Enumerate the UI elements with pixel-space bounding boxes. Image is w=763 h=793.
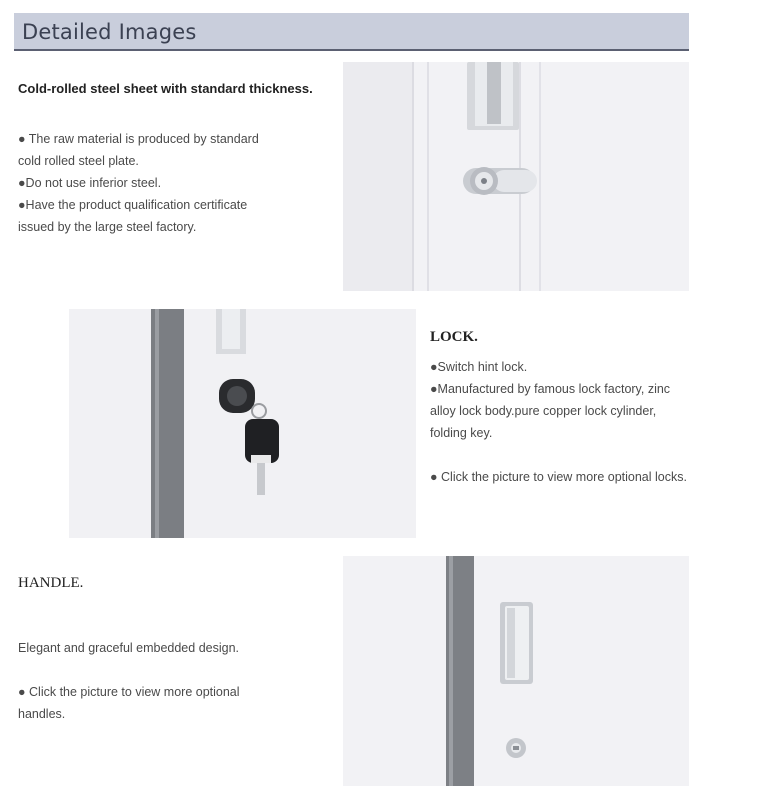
section2-line: ●Manufactured by famous lock factory, zinc [430, 382, 671, 396]
section2-text [430, 326, 750, 488]
section3-line: Elegant and graceful embedded design. [18, 641, 239, 655]
section1-line: cold rolled steel plate. [18, 154, 139, 168]
section1-line: issued by the large steel factory. [18, 220, 197, 234]
section1-text [18, 80, 318, 238]
section1-line: ●Have the product qualification certificate [18, 198, 248, 212]
more-handles-link-cont[interactable]: handles. [18, 707, 66, 721]
section2-heading: LOCK. [430, 329, 478, 345]
section3-heading: HANDLE. [18, 575, 84, 591]
recessed-handle-photo[interactable] [343, 556, 689, 786]
more-handles-link[interactable]: ● Click the picture to view more optional [18, 685, 240, 699]
lock-with-key-photo[interactable] [69, 309, 416, 538]
section2-line [430, 444, 750, 466]
section3-line [18, 659, 318, 681]
page-title: Detailed Images [22, 20, 197, 44]
section2-line: folding key. [430, 426, 493, 440]
more-locks-link[interactable]: ● Click the picture to view more optional locks. [430, 470, 687, 484]
section-header [14, 13, 689, 51]
section1-line: ●Do not use inferior steel. [18, 176, 162, 190]
section2-line: ●Switch hint lock. [430, 360, 528, 374]
section3-text [18, 572, 318, 725]
section1-line: ● The raw material is produced by standard [18, 132, 259, 146]
section1-heading: Cold-rolled steel sheet with standard thickness. [18, 81, 313, 96]
section2-line: alloy lock body.pure copper lock cylinder, [430, 404, 657, 418]
cam-lock-photo[interactable] [343, 62, 689, 291]
